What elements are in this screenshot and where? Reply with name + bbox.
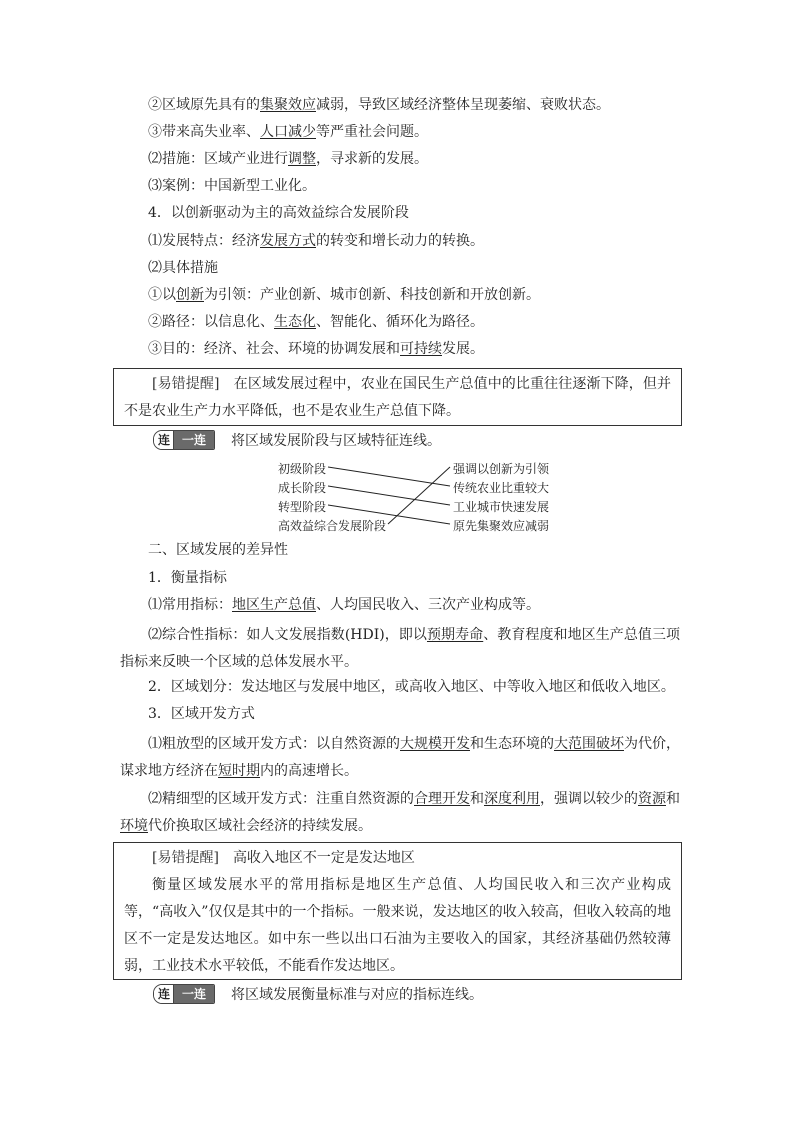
text-paragraph: ⑴粗放型的区域开发方式：以自然资源的大规模开发和生态环境的大范围破坏为代价，谋求地方经济在短时期内的高速增长。 bbox=[120, 736, 680, 779]
tip-text: 在区域发展过程中，农业在国民生产总值中的比重往往逐渐下降，但并不是农业生产力水平降低，也不是农业生产总值下降。 bbox=[124, 376, 672, 419]
text-line: ①以创新为引领：产业创新、城市创新、科技创新和开放创新。 bbox=[148, 287, 540, 303]
link-exercise-1 bbox=[153, 431, 441, 449]
text-line: ⑵措施：区域产业进行调整，寻求新的发展。 bbox=[148, 151, 428, 167]
tip-tag: [易错提醒] bbox=[152, 850, 219, 866]
subsection-heading: 3．区域开发方式 bbox=[148, 706, 255, 722]
tip-box bbox=[113, 842, 682, 980]
feature-label: 传统农业比重较大 bbox=[453, 481, 550, 495]
text-line: 2．区域划分：发达地区与发展中地区，或高收入地区、中等收入地区和低收入地区。 bbox=[148, 679, 675, 695]
text-line: ③带来高失业率、人口减少等严重社会问题。 bbox=[148, 124, 428, 140]
feature-label: 原先集聚效应减弱 bbox=[453, 519, 550, 533]
match-line bbox=[388, 467, 450, 524]
text-line: ②路径：以信息化、生态化、智能化、循环化为路径。 bbox=[148, 314, 484, 330]
match-line bbox=[328, 486, 450, 505]
link-badge: 连 一连 bbox=[153, 430, 215, 450]
link-instruction: 将区域发展阶段与区域特征连线。 bbox=[231, 433, 442, 449]
link-exercise-2 bbox=[153, 985, 483, 1003]
text-line: ②区域原先具有的集聚效应减弱，导致区域经济整体呈现萎缩、衰败状态。 bbox=[148, 97, 610, 113]
stage-label: 转型阶段 bbox=[278, 500, 327, 514]
text-paragraph: ⑵精细型的区域开发方式：注重自然资源的合理开发和深度利用，强调以较少的资源和环境代价换取区域社会经济的持续发展。 bbox=[120, 791, 680, 834]
feature-label: 强调以创新为引领 bbox=[453, 462, 550, 476]
text-line: ⑴常用指标：地区生产总值、人均国民收入、三次产业构成等。 bbox=[148, 597, 540, 613]
stage-label: 成长阶段 bbox=[278, 481, 327, 495]
stage-label: 高效益综合发展阶段 bbox=[278, 519, 387, 533]
tip-title: 高收入地区不一定是发达地区 bbox=[232, 850, 415, 866]
section-heading: 4．以创新驱动为主的高效益综合发展阶段 bbox=[148, 205, 409, 221]
text-line: ⑶案例：中国新型工业化。 bbox=[148, 178, 316, 194]
text-line: ⑵具体措施 bbox=[148, 260, 218, 276]
matching-diagram bbox=[270, 456, 570, 536]
feature-label: 工业城市快速发展 bbox=[453, 500, 550, 514]
tip-box bbox=[113, 368, 682, 426]
tip-text: 衡量区域发展水平的常用指标是地区生产总值、人均国民收入和三次产业构成等，“高收入”仅仅是其中的一个指标。一般来说，发达地区的收入较高，但收入较高的地区不一定是发达地区。如中东一些以出口石油为主要收入的国家，其经济基础仍然较薄弱，工业技术水平较低，不能看作发达地区。 bbox=[124, 877, 671, 974]
section-title: 二、区域发展的差异性 bbox=[148, 542, 288, 558]
tip-tag: [易错提醒] bbox=[152, 376, 220, 392]
subsection-heading: 1．衡量指标 bbox=[148, 570, 227, 586]
link-instruction: 将区域发展衡量标准与对应的指标连线。 bbox=[231, 987, 484, 1003]
text-line: ⑴发展特点：经济发展方式的转变和增长动力的转换。 bbox=[148, 233, 484, 249]
link-badge: 连 一连 bbox=[153, 984, 215, 1004]
text-line: ③目的：经济、社会、环境的协调发展和可持续发展。 bbox=[148, 341, 484, 357]
stage-label: 初级阶段 bbox=[278, 462, 327, 476]
text-paragraph: ⑵综合性指标：如人文发展指数(HDI)，即以预期寿命、教育程度和地区生产总值三项指标来反映一个区域的总体发展水平。 bbox=[120, 627, 681, 670]
